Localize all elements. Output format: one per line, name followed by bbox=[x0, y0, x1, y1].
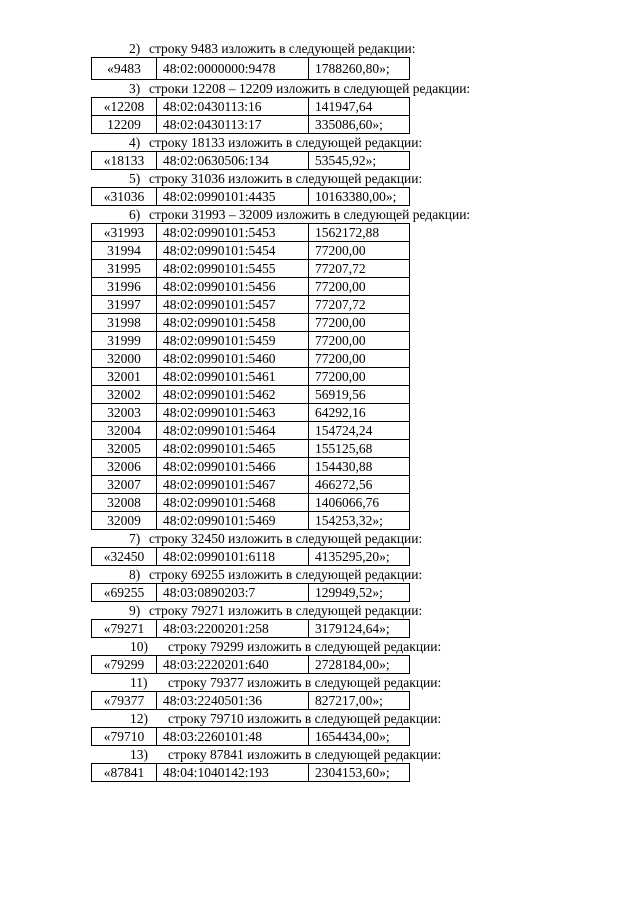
cadastral-number-cell: 48:02:0990101:5469 bbox=[157, 512, 309, 530]
amount-cell: 154724,24 bbox=[309, 422, 410, 440]
amount-cell: 77200,00 bbox=[309, 332, 410, 350]
amount-cell: 77200,00 bbox=[309, 314, 410, 332]
table-row bbox=[92, 512, 410, 530]
amount-cell: 1406066,76 bbox=[309, 494, 410, 512]
amount-cell: 154430,88 bbox=[309, 458, 410, 476]
amount-cell: 53545,92»; bbox=[309, 152, 410, 170]
row-number-cell: 32009 bbox=[92, 512, 157, 530]
table-row bbox=[92, 278, 410, 296]
table-row bbox=[92, 656, 410, 674]
amount-cell: 1562172,88 bbox=[309, 224, 410, 242]
row-number-cell: «31993 bbox=[92, 224, 157, 242]
amendment-table bbox=[91, 727, 410, 746]
row-number-cell: «69255 bbox=[92, 584, 157, 602]
amount-cell: 335086,60»; bbox=[309, 116, 410, 134]
row-number-cell: 31999 bbox=[92, 332, 157, 350]
amendment-heading bbox=[129, 566, 640, 583]
amount-cell: 10163380,00»; bbox=[309, 188, 410, 206]
amount-cell: 141947,64 bbox=[309, 98, 410, 116]
amendment-text: строку 31036 изложить в следующей редакции: bbox=[149, 171, 423, 186]
amendment-heading bbox=[129, 80, 640, 97]
amendment-table bbox=[91, 655, 410, 674]
amendment-heading bbox=[129, 530, 640, 547]
cadastral-number-cell: 48:02:0990101:6118 bbox=[157, 548, 309, 566]
amendment-heading bbox=[129, 206, 640, 223]
cadastral-number-cell: 48:03:0890203:7 bbox=[157, 584, 309, 602]
table-row bbox=[92, 422, 410, 440]
cadastral-number-cell: 48:02:0430113:16 bbox=[157, 98, 309, 116]
cadastral-number-cell: 48:02:0990101:5465 bbox=[157, 440, 309, 458]
cadastral-number-cell: 48:03:2200201:258 bbox=[157, 620, 309, 638]
amendment-heading bbox=[130, 710, 640, 727]
amendment-heading bbox=[129, 602, 640, 619]
amount-cell: 77200,00 bbox=[309, 242, 410, 260]
amendment-text: строки 12208 – 12209 изложить в следующей редакции: bbox=[149, 81, 471, 96]
row-number-cell: 31994 bbox=[92, 242, 157, 260]
amendment-text: строку 69255 изложить в следующей редакции: bbox=[149, 567, 423, 582]
cadastral-number-cell: 48:02:0990101:5453 bbox=[157, 224, 309, 242]
table-row bbox=[92, 386, 410, 404]
amendment-number: 8) bbox=[129, 567, 141, 582]
amendment-table bbox=[91, 57, 410, 80]
row-number-cell: «87841 bbox=[92, 764, 157, 782]
row-number-cell: 31996 bbox=[92, 278, 157, 296]
amendment-heading bbox=[130, 746, 640, 763]
amendment-number: 12) bbox=[130, 711, 148, 726]
amendment-table bbox=[91, 583, 410, 602]
table-row bbox=[92, 242, 410, 260]
amendment-table bbox=[91, 151, 410, 170]
cadastral-number-cell: 48:02:0990101:5456 bbox=[157, 278, 309, 296]
row-number-cell: 12209 bbox=[92, 116, 157, 134]
amendment-number: 4) bbox=[129, 135, 141, 150]
table-row bbox=[92, 692, 410, 710]
table-row bbox=[92, 476, 410, 494]
amendment-text: строки 31993 – 32009 изложить в следующей редакции: bbox=[149, 207, 471, 222]
table-row bbox=[92, 58, 410, 80]
cadastral-number-cell: 48:02:0990101:5467 bbox=[157, 476, 309, 494]
amendment-table bbox=[91, 547, 410, 566]
amendment-table bbox=[91, 691, 410, 710]
cadastral-number-cell: 48:02:0990101:4435 bbox=[157, 188, 309, 206]
row-number-cell: 31997 bbox=[92, 296, 157, 314]
amount-cell: 2728184,00»; bbox=[309, 656, 410, 674]
amendment-table bbox=[91, 187, 410, 206]
table-row bbox=[92, 188, 410, 206]
table-row bbox=[92, 260, 410, 278]
amount-cell: 77207,72 bbox=[309, 296, 410, 314]
row-number-cell: 32000 bbox=[92, 350, 157, 368]
cadastral-number-cell: 48:03:2220201:640 bbox=[157, 656, 309, 674]
amendment-text: строку 79710 изложить в следующей редакции: bbox=[168, 711, 442, 726]
table-row bbox=[92, 350, 410, 368]
amendment-number: 5) bbox=[129, 171, 141, 186]
amendment-number: 3) bbox=[129, 81, 141, 96]
amount-cell: 154253,32»; bbox=[309, 512, 410, 530]
amendment-number: 7) bbox=[129, 531, 141, 546]
amount-cell: 827217,00»; bbox=[309, 692, 410, 710]
cadastral-number-cell: 48:02:0990101:5468 bbox=[157, 494, 309, 512]
table-row bbox=[92, 584, 410, 602]
table-row bbox=[92, 116, 410, 134]
table-row bbox=[92, 404, 410, 422]
amendment-table bbox=[91, 97, 410, 134]
amendment-table bbox=[91, 763, 410, 782]
amendment-text: строку 79377 изложить в следующей редакции: bbox=[168, 675, 442, 690]
row-number-cell: «79710 bbox=[92, 728, 157, 746]
table-row bbox=[92, 368, 410, 386]
amendment-heading bbox=[130, 638, 640, 655]
table-row bbox=[92, 224, 410, 242]
cadastral-number-cell: 48:03:2260101:48 bbox=[157, 728, 309, 746]
row-number-cell: «12208 bbox=[92, 98, 157, 116]
row-number-cell: 32007 bbox=[92, 476, 157, 494]
amount-cell: 155125,68 bbox=[309, 440, 410, 458]
cadastral-number-cell: 48:02:0990101:5463 bbox=[157, 404, 309, 422]
amendment-text: строку 32450 изложить в следующей редакции: bbox=[149, 531, 423, 546]
amount-cell: 77200,00 bbox=[309, 368, 410, 386]
amendment-heading bbox=[129, 40, 640, 57]
row-number-cell: «31036 bbox=[92, 188, 157, 206]
row-number-cell: «79271 bbox=[92, 620, 157, 638]
amendment-heading bbox=[129, 134, 640, 151]
amendment-number: 9) bbox=[129, 603, 141, 618]
row-number-cell: 31995 bbox=[92, 260, 157, 278]
amendment-text: строку 79271 изложить в следующей редакции: bbox=[149, 603, 423, 618]
row-number-cell: 32006 bbox=[92, 458, 157, 476]
amendment-text: строку 18133 изложить в следующей редакции: bbox=[149, 135, 423, 150]
amendment-text: строку 79299 изложить в следующей редакции: bbox=[168, 639, 442, 654]
cadastral-number-cell: 48:02:0990101:5455 bbox=[157, 260, 309, 278]
amendment-number: 10) bbox=[130, 639, 148, 654]
amendment-number: 6) bbox=[129, 207, 141, 222]
amount-cell: 466272,56 bbox=[309, 476, 410, 494]
amendment-table bbox=[91, 619, 410, 638]
table-row bbox=[92, 620, 410, 638]
row-number-cell: «79299 bbox=[92, 656, 157, 674]
cadastral-number-cell: 48:02:0990101:5464 bbox=[157, 422, 309, 440]
amount-cell: 2304153,60»; bbox=[309, 764, 410, 782]
cadastral-number-cell: 48:02:0990101:5466 bbox=[157, 458, 309, 476]
amendment-heading bbox=[130, 674, 640, 691]
cadastral-number-cell: 48:02:0990101:5458 bbox=[157, 314, 309, 332]
amendment-table bbox=[91, 223, 410, 530]
cadastral-number-cell: 48:02:0000000:9478 bbox=[157, 58, 309, 80]
table-row bbox=[92, 494, 410, 512]
document-body bbox=[0, 40, 640, 782]
amendment-number: 2) bbox=[129, 41, 141, 56]
amount-cell: 56919,56 bbox=[309, 386, 410, 404]
table-row bbox=[92, 332, 410, 350]
row-number-cell: «79377 bbox=[92, 692, 157, 710]
row-number-cell: 32001 bbox=[92, 368, 157, 386]
row-number-cell: 31998 bbox=[92, 314, 157, 332]
table-row bbox=[92, 458, 410, 476]
table-row bbox=[92, 296, 410, 314]
amendment-number: 13) bbox=[130, 747, 148, 762]
row-number-cell: 32005 bbox=[92, 440, 157, 458]
table-row bbox=[92, 548, 410, 566]
amount-cell: 1788260,80»; bbox=[309, 58, 410, 80]
row-number-cell: 32003 bbox=[92, 404, 157, 422]
table-row bbox=[92, 98, 410, 116]
row-number-cell: «32450 bbox=[92, 548, 157, 566]
amount-cell: 77200,00 bbox=[309, 350, 410, 368]
cadastral-number-cell: 48:02:0990101:5459 bbox=[157, 332, 309, 350]
cadastral-number-cell: 48:02:0990101:5462 bbox=[157, 386, 309, 404]
cadastral-number-cell: 48:02:0630506:134 bbox=[157, 152, 309, 170]
cadastral-number-cell: 48:04:1040142:193 bbox=[157, 764, 309, 782]
amount-cell: 1654434,00»; bbox=[309, 728, 410, 746]
table-row bbox=[92, 152, 410, 170]
row-number-cell: 32004 bbox=[92, 422, 157, 440]
amendment-text: строку 9483 изложить в следующей редакции: bbox=[149, 41, 416, 56]
amount-cell: 77207,72 bbox=[309, 260, 410, 278]
amendment-heading bbox=[129, 170, 640, 187]
amendment-text: строку 87841 изложить в следующей редакции: bbox=[168, 747, 442, 762]
cadastral-number-cell: 48:02:0430113:17 bbox=[157, 116, 309, 134]
table-row bbox=[92, 764, 410, 782]
amount-cell: 77200,00 bbox=[309, 278, 410, 296]
table-row bbox=[92, 728, 410, 746]
cadastral-number-cell: 48:02:0990101:5457 bbox=[157, 296, 309, 314]
row-number-cell: 32008 bbox=[92, 494, 157, 512]
table-row bbox=[92, 314, 410, 332]
cadastral-number-cell: 48:03:2240501:36 bbox=[157, 692, 309, 710]
amount-cell: 4135295,20»; bbox=[309, 548, 410, 566]
row-number-cell: «9483 bbox=[92, 58, 157, 80]
amendment-number: 11) bbox=[130, 675, 148, 690]
row-number-cell: 32002 bbox=[92, 386, 157, 404]
cadastral-number-cell: 48:02:0990101:5454 bbox=[157, 242, 309, 260]
row-number-cell: «18133 bbox=[92, 152, 157, 170]
cadastral-number-cell: 48:02:0990101:5460 bbox=[157, 350, 309, 368]
cadastral-number-cell: 48:02:0990101:5461 bbox=[157, 368, 309, 386]
amount-cell: 64292,16 bbox=[309, 404, 410, 422]
amount-cell: 129949,52»; bbox=[309, 584, 410, 602]
table-row bbox=[92, 440, 410, 458]
amount-cell: 3179124,64»; bbox=[309, 620, 410, 638]
